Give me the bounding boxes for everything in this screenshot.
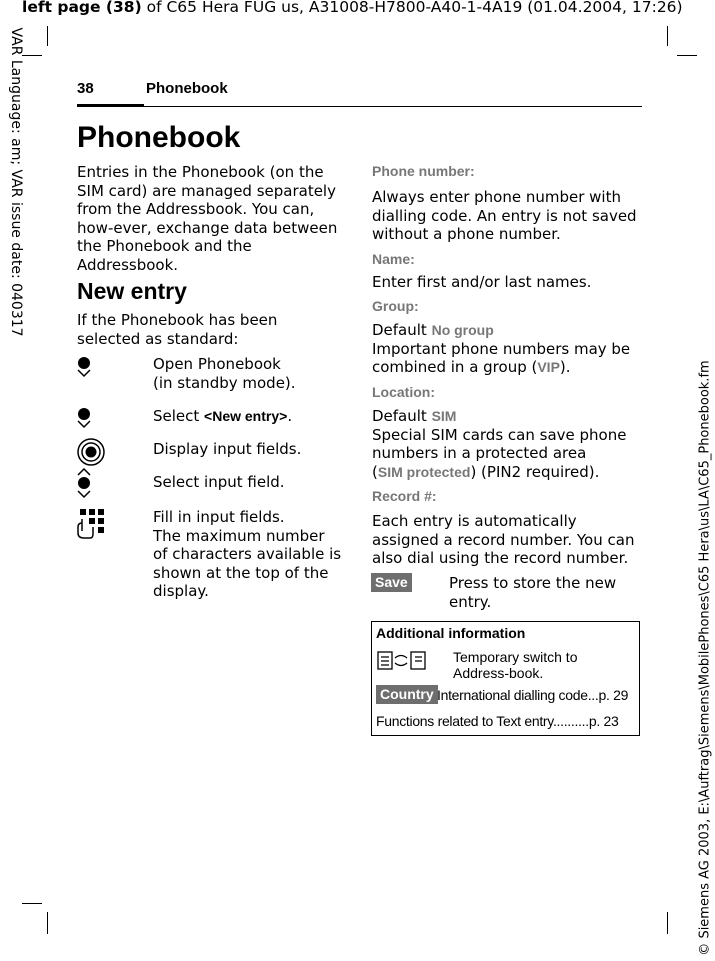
crop-mark bbox=[22, 903, 42, 904]
page-number: 38 bbox=[77, 80, 94, 97]
step-text: Fill in input fields. The maximum number of characters available is shown at the top of the display. bbox=[153, 508, 342, 601]
addressbook-switch-icon bbox=[377, 650, 427, 672]
running-head-title: Phonebook bbox=[146, 80, 228, 97]
side-text-left: VAR Language: am; VAR issue date: 040317 bbox=[8, 27, 24, 337]
record-text: Each entry is automatically assigned a record number. You can also dial using the record number. bbox=[372, 512, 635, 568]
print-header-info: of C65 Hera FUG us, A31008-H7800-A40-1-4A19 (01.04.2004, 17:26) bbox=[141, 0, 683, 16]
intro-paragraph: Entries in the Phonebook (on the SIM card) are managed separately from the Addressbook. You can, how-ever, exchange data between the Phonebook and the Addressbook. bbox=[77, 163, 338, 274]
country-page-ref: p. 29 bbox=[598, 687, 629, 703]
info-box bbox=[371, 621, 640, 736]
group-vip: VIP bbox=[537, 359, 560, 376]
location-default-prefix: Default bbox=[372, 407, 432, 425]
location-text-post: ) (PIN2 required). bbox=[470, 462, 600, 481]
section-heading: New entry bbox=[77, 278, 187, 304]
country-softkey: Country bbox=[376, 685, 438, 704]
print-header-page: left page (38) bbox=[22, 0, 142, 16]
crop-mark bbox=[47, 26, 48, 46]
phone-number-label: Phone number: bbox=[372, 163, 475, 179]
save-text: Press to store the new entry. bbox=[449, 574, 617, 611]
crop-mark bbox=[667, 912, 668, 934]
side-text-right: © Siemens AG 2003, E:\Auftrag\Siemens\MobilePhones\C65 Hera\us\LA\C65_Phonebook.fm bbox=[697, 360, 713, 956]
location-protected: SIM protected bbox=[377, 463, 471, 480]
group-text-pre: Important phone numbers may be combined in a group ( bbox=[372, 339, 631, 377]
country-text: International dialling code bbox=[437, 687, 588, 703]
country-ref bbox=[437, 687, 628, 703]
phone-number-text: Always enter phone number with dialling code. An entry is not saved without a phone number. bbox=[372, 188, 637, 244]
group-text bbox=[372, 321, 637, 377]
text-entry-page-ref: p. 23 bbox=[588, 713, 619, 729]
navigation-center-icon bbox=[76, 437, 106, 467]
group-default-value: No group bbox=[431, 322, 494, 338]
crop-mark bbox=[22, 55, 42, 56]
group-label: Group: bbox=[372, 298, 419, 314]
switch-text: Temporary switch to Address-book. bbox=[453, 649, 578, 681]
crop-mark bbox=[667, 26, 668, 46]
save-softkey: Save bbox=[371, 573, 412, 592]
location-text-pre: Special SIM cards can save phone numbers in a protected area ( bbox=[372, 425, 627, 481]
navigation-updown-icon bbox=[76, 468, 92, 500]
step-text: Display input fields. bbox=[153, 440, 302, 458]
print-header bbox=[22, 0, 683, 16]
navigation-down-icon bbox=[76, 356, 92, 378]
running-head-rule bbox=[77, 106, 642, 107]
crop-mark bbox=[677, 55, 697, 56]
text-entry-ref bbox=[376, 713, 619, 729]
navigation-down-icon bbox=[76, 407, 92, 429]
location-label: Location: bbox=[372, 384, 435, 400]
location-text bbox=[372, 407, 637, 481]
leader-dots: .......... bbox=[552, 713, 589, 729]
new-entry-intro: If the Phonebook has been selected as standard: bbox=[77, 311, 278, 348]
name-text: Enter first and/or last names. bbox=[372, 273, 592, 291]
step-text-pre: Select bbox=[153, 407, 205, 425]
name-label: Name: bbox=[372, 251, 415, 267]
group-text-post: ). bbox=[559, 358, 571, 377]
keypad-icon bbox=[76, 507, 110, 541]
step-text: Open Phonebook (in standby mode). bbox=[153, 355, 296, 392]
info-box-title: Additional information bbox=[376, 625, 526, 641]
step-text: Select input field. bbox=[153, 473, 285, 491]
page-title: Phonebook bbox=[77, 121, 241, 154]
record-label: Record #: bbox=[372, 488, 437, 504]
text-entry-text: Functions related to Text entry bbox=[376, 713, 553, 729]
step-text-post: . bbox=[287, 407, 293, 425]
crop-mark bbox=[47, 912, 48, 934]
step-text bbox=[153, 407, 343, 426]
group-default-prefix: Default bbox=[372, 321, 432, 339]
softkey-new-entry: <New entry> bbox=[204, 408, 288, 424]
leader-dots: ... bbox=[587, 687, 599, 703]
location-default-value: SIM bbox=[431, 408, 457, 424]
